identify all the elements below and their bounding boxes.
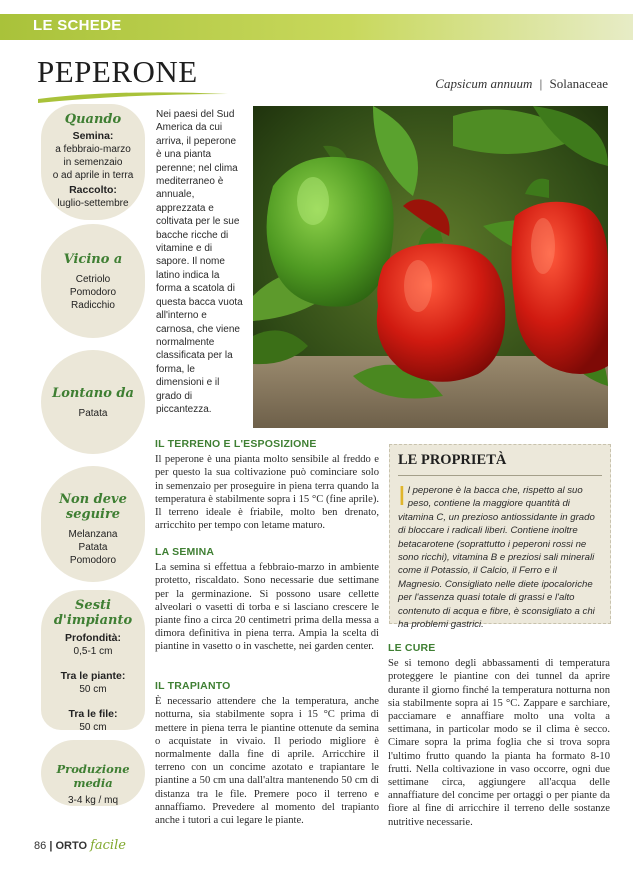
non-deve-item: Melanzana (68, 529, 118, 540)
semina-value-3: o ad aprile in terra (52, 170, 134, 181)
sidebar-box-vicino (41, 224, 145, 338)
raccolto-label: Raccolto: (69, 184, 117, 196)
section-semina (155, 546, 379, 654)
pepper-photo (253, 106, 608, 428)
proprieta-text: l peperone è la bacca che, rispetto al suo peso, contiene la maggiore quantità di vitamina C, un prezioso antiossidante in grado di bloccare i radicali liberi. Contiene inoltre betacarotene (soprattutto i peperoni rossi ne sono ricchi), vitamina B e preziosi sali minerali come il Potassio, il Calcio, il Ferro e il Magnesio. Consigliato nelle diete ipocaloriche per l'assenza quasi totale di grassi e l'alto contenuto di acqua e fibre, è sconsigliato a chi ha problemi gastrici. (398, 485, 595, 631)
page-title: PEPERONE (37, 54, 198, 89)
section-trapianto (155, 680, 379, 827)
sidebar-box-non-deve-seguire (41, 466, 145, 582)
drop-cap: I (398, 480, 406, 511)
section-label: LE SCHEDE (33, 17, 122, 34)
footer-separator: | (49, 840, 53, 852)
magazine-brand: ORTO (55, 840, 88, 852)
quando-heading: Quando (64, 112, 122, 127)
sidebar-box-lontano (41, 350, 145, 454)
proprieta-title: LE PROPRIETÀ (398, 452, 507, 468)
lontano-heading: Lontano da (52, 386, 134, 401)
plant-family: Solanaceae (549, 76, 608, 91)
section-body: Il peperone è una pianta molto sensibile al freddo e per questo la sua coltivazione può cominciare solo in semenzaio per proseguire in piena terra quando la temperatura è stabilmente sopra i 15 °C (fine aprile). Il terreno ideale è friabile, molto ben drenato, arricchito per tempo con letame maturo. (155, 454, 379, 532)
proprieta-box (389, 444, 611, 631)
semina-label: Semina: (72, 130, 114, 142)
proprieta-divider (398, 475, 602, 476)
section-body: La semina si effettua a febbraio-marzo in ambiente protetto, riscaldato. Sono necessarie due settimane per la germinazione. Si possono usare cellette alveolari o vasetti di torba e si lasciano crescere le piante fino a circa 20 centimetri prima della messa a dimora definitiva in piena terra. Ampia la scelta di piantine in vasetto o in vaschette, nei garden center. (155, 562, 379, 653)
section-body: È necessario attendere che la temperatura, anche notturna, sia stabilmente sopra i 15 °C prima di mettere in piena terra le piantine ottenute da semina o acquistate in vivaio. Il periodo migliore è normalmente dalla fine di aprile. Arricchire il terreno con un concime azotato e trapiantare le piantine a 50 cm una dall'altra mantenendo 50 cm di distanza tra le file. Premere poco il terreno e annaffiamo. Prevedere al momento del trapianto anche i tutori a cui legare le piante. (155, 696, 379, 827)
piante-label: Tra le piante: (60, 670, 126, 682)
produzione-heading: Produzione media (56, 762, 130, 790)
section-header-band (0, 14, 633, 40)
file-value: 50 cm (79, 722, 107, 733)
sidebar-box-quando (41, 104, 145, 220)
section-body: Se si temono degli abbassamenti di temperatura proteggere le piantine con dei tunnel da aprire durante il giorno finché la temperatura notturna non sia stabilmente sopra ai 15 °C. Zappare e sarchiare, pacciamare e annaffiare molto una volta a settimana, in particolar modo se il clima è secco. Cimare sopra la prima foglia che si trova sopra l'ultimo frutto quando la pianta ha formato 8-10 frutti. Nella coltivazione in vaso occorre, ogni due settimane circa, aggiungere all'acqua delle annaffiature del concime per ortaggi o per piante da fiore al fine di arricchire il terreno delle sostanze nutritive necessarie. (388, 658, 610, 828)
sidebar-box-produzione (41, 740, 145, 806)
pepper-plant-illustration (253, 106, 608, 428)
proprieta-body (398, 480, 602, 631)
raccolto-value: luglio-settembre (57, 198, 129, 209)
vicino-item: Radicchio (71, 300, 115, 311)
page-footer (34, 838, 126, 853)
title-swoosh-decoration (38, 86, 228, 104)
botanical-name (435, 76, 608, 92)
vicino-heading: Vicino a (63, 252, 123, 267)
sesti-heading: Sesti d'impianto (53, 598, 133, 628)
semina-value-1: a febbraio-marzo (55, 144, 131, 155)
file-label: Tra le file: (68, 708, 118, 720)
section-title: IL TERRENO E L'ESPOSIZIONE (155, 438, 317, 450)
non-deve-item: Patata (78, 542, 108, 553)
sidebar-box-sesti (41, 590, 145, 733)
semina-value-2: in semenzaio (63, 157, 123, 168)
profondita-label: Profondità: (65, 632, 121, 644)
section-cure (388, 642, 610, 829)
section-title: IL TRAPIANTO (155, 680, 231, 692)
vicino-item: Cetriolo (75, 274, 111, 285)
lontano-item: Patata (78, 408, 108, 419)
section-title: LA SEMINA (155, 546, 215, 558)
page-number: 86 (34, 840, 47, 852)
intro-text: Nei paesi del Sud America da cui arriva, il peperone è una pianta perenne; nel clima mediterraneo è annuale, apprezzata e coltivata per le sue bacche ricche di vitamine e di sapore. Il nome latino indica la forma a scatola di questa bacca vuota all'interno e carnosa, che viene normalmente classificata per la forma, le dimensioni e il grado di piccantezza. (156, 109, 243, 415)
non-deve-item: Pomodoro (69, 555, 117, 566)
section-terreno (155, 438, 379, 532)
magazine-brand-script: facile (90, 838, 126, 853)
profondita-value: 0,5-1 cm (73, 646, 113, 657)
produzione-value: 3-4 kg / mq (67, 795, 119, 806)
vicino-item: Pomodoro (69, 287, 117, 298)
piante-value: 50 cm (79, 684, 107, 695)
section-title: LE CURE (388, 642, 436, 654)
name-separator: | (539, 76, 543, 91)
non-deve-heading: Non deve seguire (59, 492, 127, 522)
latin-name: Capsicum annuum (435, 76, 533, 91)
